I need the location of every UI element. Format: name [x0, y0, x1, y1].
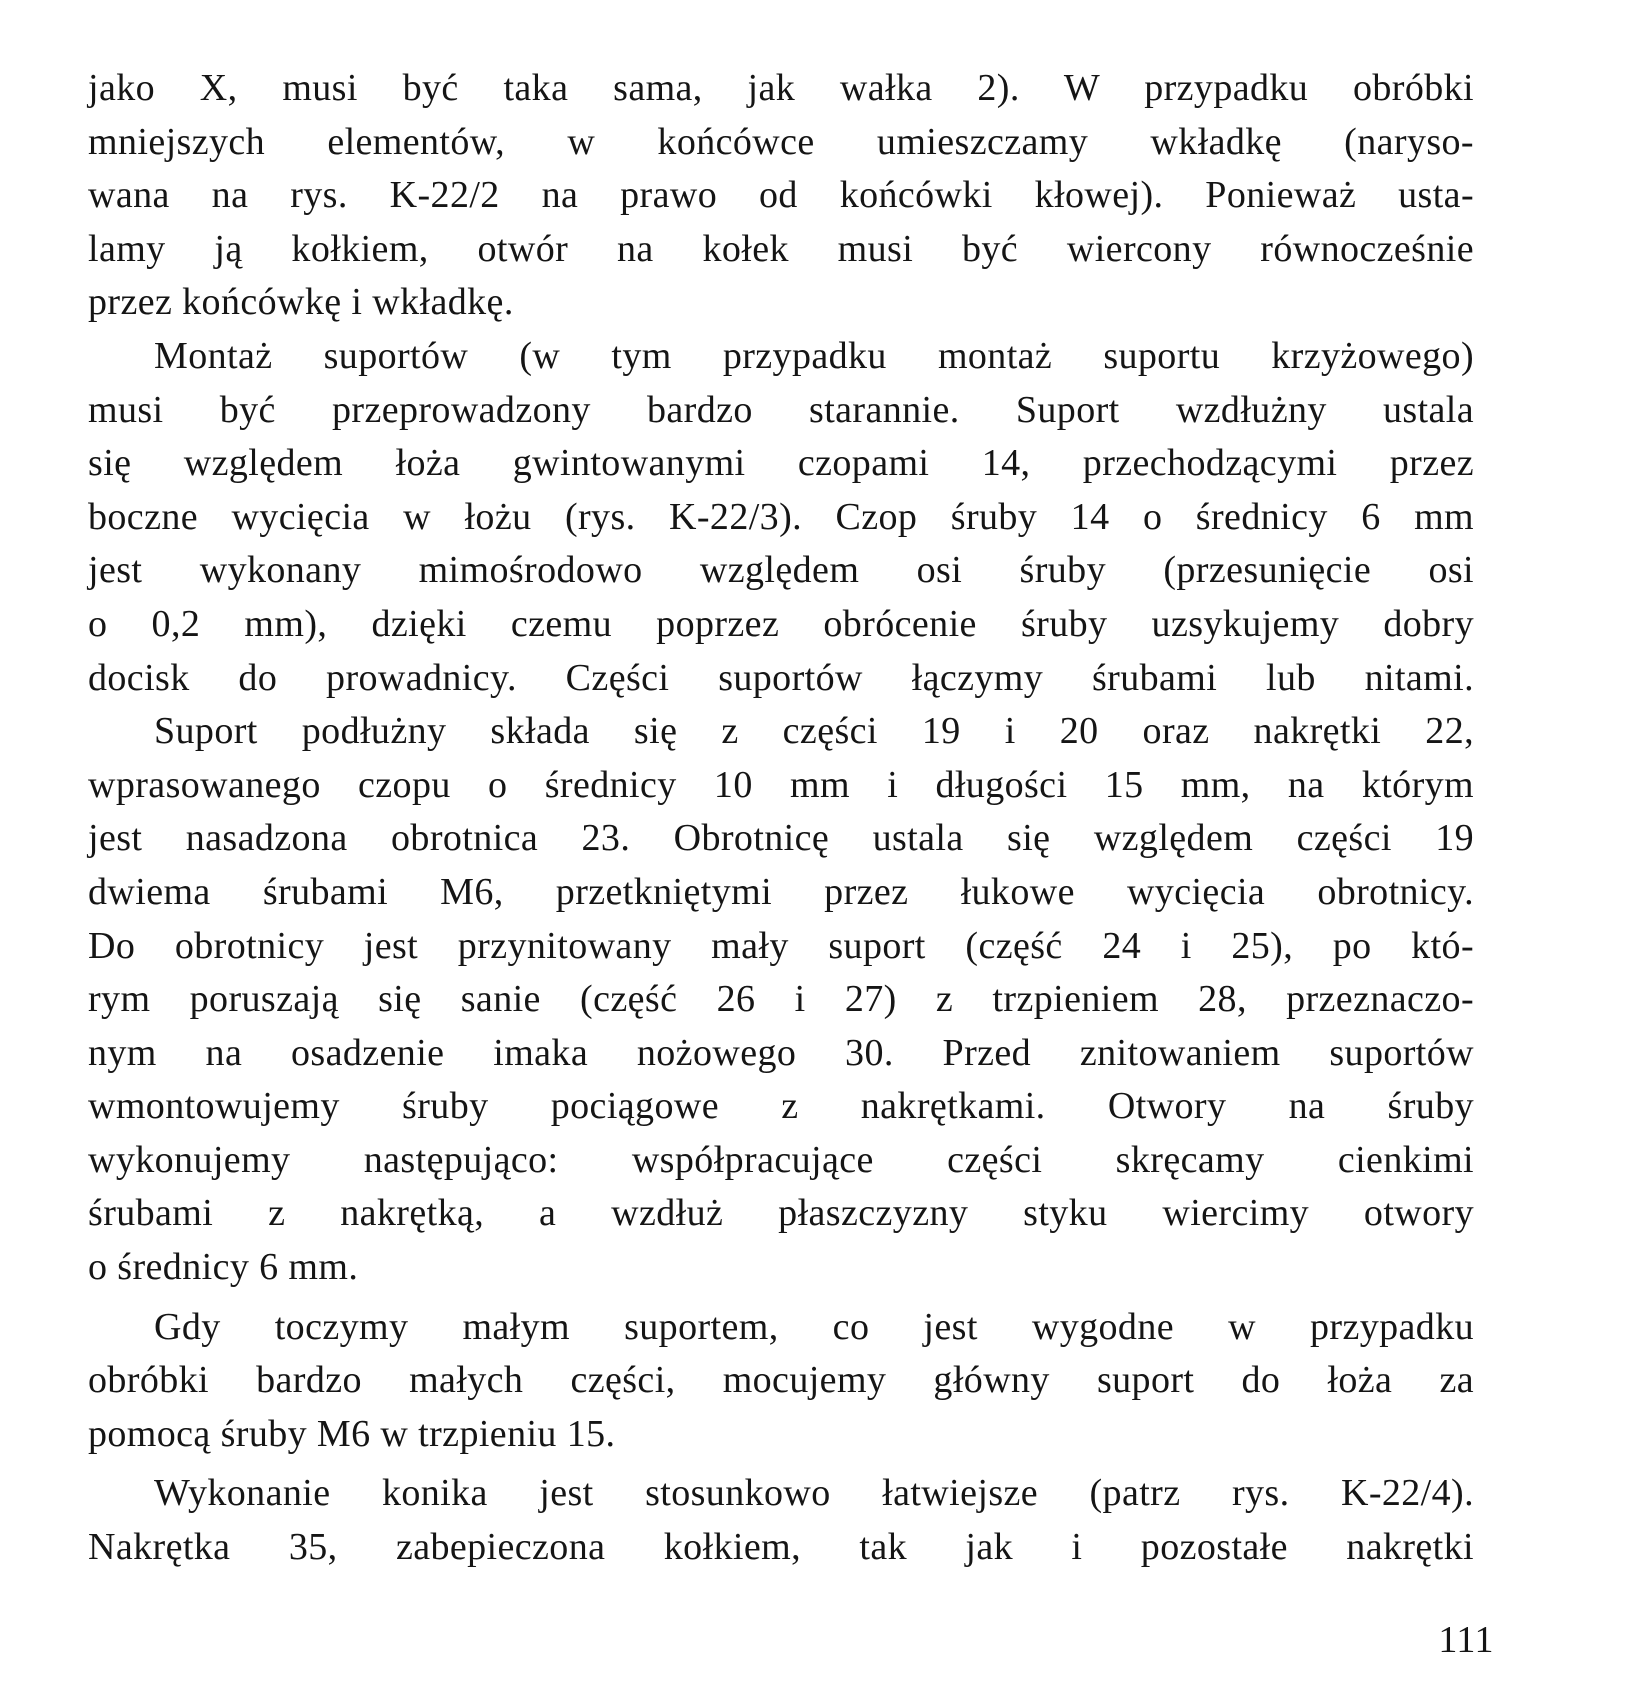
paragraph-3	[88, 705, 1474, 1295]
text-line: przez końcówkę i wkładkę.	[88, 281, 514, 324]
text-line: dwiema śrubami M6, przetkniętymi przez łukowe wycięcia obrotnicy.	[88, 870, 1474, 913]
document-page	[88, 62, 1474, 1575]
text-line: rym poruszają się sanie (część 26 i 27) z trzpieniem 28, przeznaczo-	[88, 978, 1474, 1021]
text-line: wmontowujemy śruby pociągowe z nakrętkami. Otwory na śruby	[88, 1085, 1474, 1128]
text-line: Suport podłużny składa się z części 19 i 20 oraz nakrętki 22,	[154, 710, 1474, 753]
text-line: Nakrętka 35, zabepieczona kołkiem, tak jak i pozostałe nakrętki	[88, 1526, 1474, 1569]
page-number: 111	[1438, 1619, 1494, 1661]
text-line: obróbki bardzo małych części, mocujemy główny suport do łoża za	[88, 1359, 1474, 1402]
text-line: o średnicy 6 mm.	[88, 1246, 359, 1289]
text-line: Gdy toczymy małym suportem, co jest wygodne w przypadku	[154, 1305, 1474, 1348]
text-line: musi być przeprowadzony bardzo starannie. Suport wzdłużny ustala	[88, 388, 1474, 431]
text-line: się względem łoża gwintowanymi czopami 14, przechodzącymi przez	[88, 442, 1474, 485]
paragraph-1	[88, 62, 1474, 330]
text-line: jest nasadzona obrotnica 23. Obrotnicę ustala się względem części 19	[88, 817, 1474, 860]
text-line: Wykonanie konika jest stosunkowo łatwiejsze (patrz rys. K-22/4).	[154, 1472, 1474, 1515]
text-line: jest wykonany mimośrodowo względem osi śruby (przesunięcie osi	[88, 549, 1474, 592]
text-line: lamy ją kołkiem, otwór na kołek musi być wiercony równocześnie	[88, 227, 1474, 270]
paragraph-5	[88, 1467, 1474, 1574]
text-line: pomocą śruby M6 w trzpieniu 15.	[88, 1412, 616, 1455]
text-line: wprasowanego czopu o średnicy 10 mm i długości 15 mm, na którym	[88, 763, 1474, 806]
text-line: wana na rys. K-22/2 na prawo od końcówki kłowej). Ponieważ usta-	[88, 174, 1474, 217]
text-line: docisk do prowadnicy. Części suportów łączymy śrubami lub nitami.	[88, 656, 1474, 699]
text-line: wykonujemy następująco: współpracujące części skręcamy cienkimi	[88, 1138, 1474, 1181]
text-line: o 0,2 mm), dzięki czemu poprzez obrócenie śruby uzsykujemy dobry	[88, 602, 1474, 645]
paragraph-4	[88, 1301, 1474, 1462]
text-line: Do obrotnicy jest przynitowany mały suport (część 24 i 25), po któ-	[88, 924, 1474, 967]
text-line: jako X, musi być taka sama, jak wałka 2). W przypadku obróbki	[88, 67, 1474, 109]
text-line: śrubami z nakrętką, a wzdłuż płaszczyzny styku wiercimy otwory	[88, 1192, 1474, 1235]
text-line: mniejszych elementów, w końcówce umieszczamy wkładkę (naryso-	[88, 120, 1474, 163]
text-line: nym na osadzenie imaka nożowego 30. Przed znitowaniem suportów	[88, 1031, 1474, 1074]
text-line: Montaż suportów (w tym przypadku montaż suportu krzyżowego)	[154, 334, 1474, 377]
text-line: boczne wycięcia w łożu (rys. K-22/3). Czop śruby 14 o średnicy 6 mm	[88, 495, 1474, 538]
paragraph-2	[88, 330, 1474, 705]
